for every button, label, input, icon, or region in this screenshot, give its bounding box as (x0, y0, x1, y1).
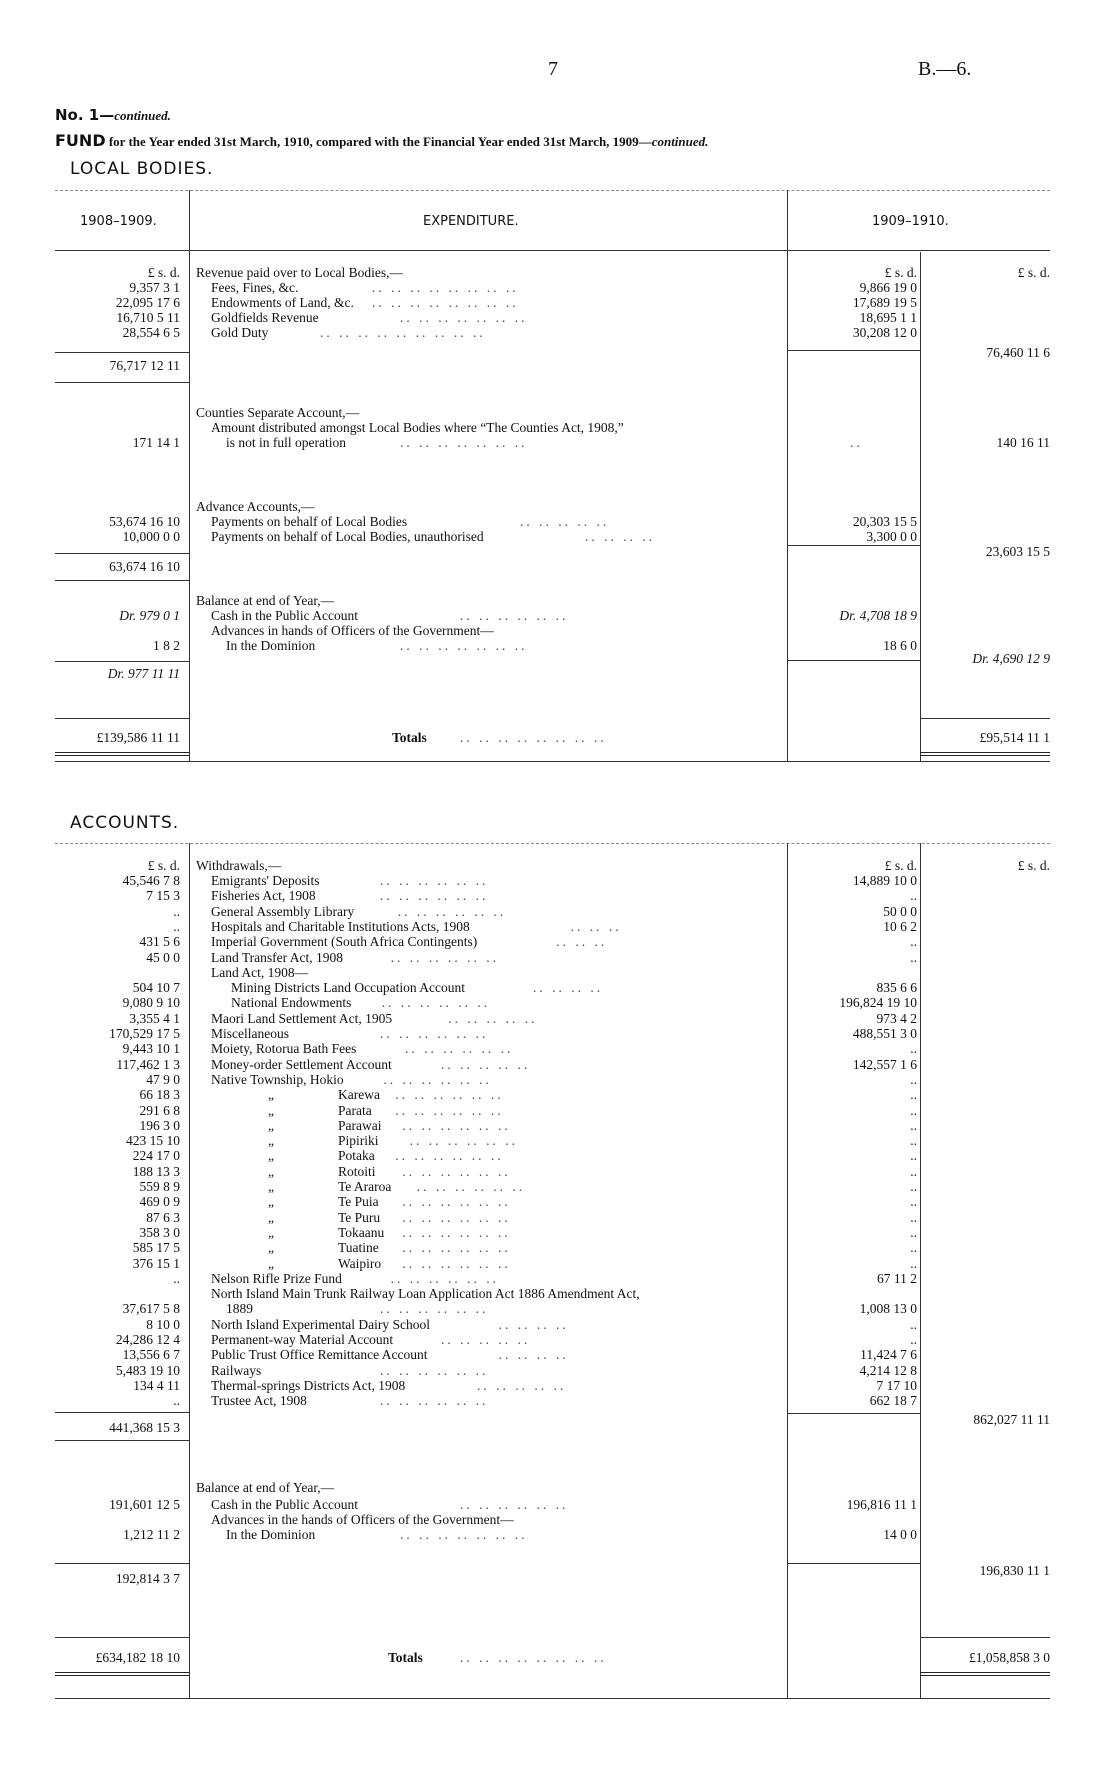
amount-1908: 559 8 9 (139, 1179, 180, 1194)
amount-1908: 585 17 5 (132, 1240, 180, 1256)
table-row: 45 0 0 Land Transfer Act, 1908 .. .. .. .. .. .. .. (146, 949, 917, 965)
amount-1908: 8 10 0 (146, 1316, 180, 1332)
table-row: 585 17 5 „ Tuatine .. .. .. .. .. .. .. (132, 1240, 917, 1256)
item-label: Parawai (338, 1117, 382, 1133)
amount-1908: 117,462 1 3 (116, 1056, 180, 1072)
item-label: Payments on behalf of Local Bodies (211, 514, 408, 529)
section-title-local-bodies: LOCAL BODIES. (70, 159, 214, 179)
amount-1910: .. (910, 1102, 917, 1118)
item-label: Public Trust Office Remittance Account (211, 1347, 428, 1363)
amount-1908: 224 17 0 (132, 1148, 180, 1164)
table-number-continued: continued. (114, 108, 171, 123)
column-header-expenditure: EXPENDITURE. (423, 214, 519, 229)
fund-title-text: for the Year ended 31st March, 1910, compared with the Financial Year ended 31st March, 1909— (108, 134, 652, 149)
ditto-mark: „ (268, 1179, 274, 1194)
totals-1908: £634,182 18 10 (95, 1650, 180, 1665)
amount-1908: 22,095 17 6 (115, 295, 180, 310)
table-row: 45,546 7 8 Emigrants' Deposits .. .. .. .. .. .. 14,889 10 0 (122, 873, 917, 888)
cash-amount-1908: Dr. 979 0 1 (119, 608, 180, 623)
table-row: 87 6 3 „ Te Puru .. .. .. .. .. .. .. (146, 1209, 917, 1225)
amount-1908: 9,357 3 1 (129, 280, 180, 295)
amount-1910: .. (910, 1240, 917, 1256)
amount-1908: 5,483 19 10 (115, 1362, 180, 1378)
amount-1910: .. (910, 1087, 917, 1103)
item-label: Mining Districts Land Occupation Account (231, 980, 465, 996)
ditto-mark: „ (268, 1133, 274, 1149)
amount-1910: 20,303 15 5 (852, 514, 917, 529)
amount-1908: 24,286 12 4 (115, 1332, 180, 1347)
ditto-mark: „ (268, 1148, 274, 1164)
amount-1910: 973 4 2 (876, 1010, 917, 1026)
item-label: Karewa (338, 1087, 380, 1103)
item-label: Potaka (338, 1148, 375, 1164)
amount-1910: 662 18 7 (869, 1393, 917, 1409)
amount-1910: 10 6 2 (883, 918, 917, 934)
item-label: Parata (338, 1102, 372, 1118)
amount-1910: .. (910, 1179, 917, 1194)
amount-1908: 376 15 1 (132, 1255, 180, 1271)
column-header-1908: 1908–1909. (80, 214, 157, 229)
item-label: Payments on behalf of Local Bodies, unauthorised (211, 529, 484, 544)
balance-total-1908: Dr. 977 11 11 (107, 666, 180, 681)
ditto-mark: „ (268, 1194, 274, 1210)
amount-1908: 66 18 3 (139, 1087, 180, 1103)
table-row: 9,357 3 1 Fees, Fines, &c. .. .. .. .. .. .. .. .. 9,866 19 0 (129, 280, 917, 295)
advance-total-1910: 23,603 15 5 (985, 544, 1050, 559)
amount-1910: 3,300 0 0 (866, 529, 917, 544)
item-label: Te Puia (338, 1194, 379, 1210)
currency-heading-mid: £ s. d. (884, 265, 917, 280)
item-label: Land Act, 1908— (211, 964, 309, 980)
amount-1908: .. (173, 1393, 180, 1409)
amount-1908: 7 15 3 (146, 888, 180, 904)
amount-1910: .. (910, 1071, 917, 1087)
amount-1910: 11,424 7 6 (860, 1347, 917, 1363)
amount-1910: .. (910, 1163, 917, 1179)
item-label: Moiety, Rotorua Bath Fees (211, 1041, 357, 1057)
amount-1910: .. (910, 888, 917, 904)
fund-title-continued: continued. (651, 134, 709, 149)
balance-heading: Balance at end of Year,— (196, 593, 335, 608)
amount-1910: .. (910, 1332, 917, 1347)
table-row: 188 13 3 „ Rotoiti .. .. .. .. .. .. .. (132, 1163, 917, 1179)
table-row: 24,286 12 4 Permanent-way Material Account .. .. .. .. .. .. (115, 1332, 917, 1347)
item-label: Permanent-way Material Account (211, 1332, 394, 1347)
amount-1908: 45,546 7 8 (122, 873, 180, 888)
amount-1910: 4,214 12 8 (859, 1362, 917, 1378)
amount-1908: 37,617 5 8 (122, 1301, 180, 1317)
amount-1910: .. (910, 949, 917, 965)
amount-1910: 30,208 12 0 (852, 325, 917, 340)
amount-1908: 469 0 9 (139, 1194, 180, 1210)
counties-description-1: Amount distributed amongst Local Bodies where “The Counties Act, 1908,” (211, 420, 624, 435)
table-row: 9,443 10 1 Moiety, Rotorua Bath Fees .. .. .. .. .. .. .. (122, 1041, 917, 1057)
currency-heading-right: £ s. d. (1017, 858, 1050, 873)
document-reference: B.—6. (918, 58, 972, 80)
table-row: 13,556 6 7 Public Trust Office Remittance Account .. .. .. .. 11,424 7 6 (122, 1347, 917, 1363)
advances-amount-1910: 14 0 0 (883, 1527, 917, 1542)
amount-1908: 3,355 4 1 (129, 1010, 180, 1026)
totals-label: Totals (392, 730, 427, 745)
advances-dominion-label: In the Dominion (226, 1527, 316, 1542)
fund-word: FUND (55, 131, 106, 150)
item-label: Goldfields Revenue (211, 310, 319, 325)
amount-1910: .. (910, 1148, 917, 1164)
ditto-mark: „ (268, 1255, 274, 1271)
item-label: Endowments of Land, &c. (211, 295, 354, 310)
counties-heading: Counties Separate Account,— (196, 405, 360, 420)
table-row: .. Nelson Rifle Prize Fund .. .. .. .. .. .. 67 11 2 (173, 1270, 917, 1286)
amount-1910: .. (910, 1209, 917, 1225)
ditto-mark: „ (268, 1102, 274, 1118)
table-row: 358 3 0 „ Tokaanu .. .. .. .. .. .. .. (139, 1224, 917, 1240)
table-row: 134 4 11 Thermal-springs Districts Act, 1908 .. .. .. .. .. 7 17 10 (133, 1377, 917, 1393)
fund-title (55, 131, 708, 150)
advances-dominion-label: In the Dominion (226, 638, 316, 653)
item-label: Trustee Act, 1908 (211, 1393, 307, 1409)
ditto-mark: „ (268, 1209, 274, 1225)
table-row: 224 17 0 „ Potaka .. .. .. .. .. .. .. (132, 1148, 917, 1164)
table-row: 28,554 6 5 Gold Duty .. .. .. .. .. .. .. .. .. 30,208 12 0 (122, 325, 917, 340)
item-label: Emigrants' Deposits (211, 873, 320, 888)
table-row: 117,462 1 3 Money-order Settlement Account .. .. .. .. .. 142,557 1 6 (116, 1056, 917, 1072)
table-row: 504 10 7 Mining Districts Land Occupation Account .. .. .. .. 835 6 6 (132, 980, 917, 996)
cash-amount-1910: Dr. 4,708 18 9 (839, 608, 917, 623)
table-row: 291 6 8 „ Parata .. .. .. .. .. .. .. (139, 1102, 917, 1118)
table-row: 1,212 11 2 In the Dominion .. .. .. .. .. .. .. 14 0 0 (123, 1527, 917, 1542)
amount-1908: 9,443 10 1 (122, 1041, 180, 1057)
table-row: 376 15 1 „ Waipiro .. .. .. .. .. .. .. (132, 1255, 917, 1271)
amount-1910: 17,689 19 5 (852, 295, 917, 310)
totals-1910: £95,514 11 1 (979, 730, 1050, 745)
amount-1908: .. (173, 918, 180, 934)
cash-label: Cash in the Public Account (211, 1497, 358, 1512)
item-label: North Island Experimental Dairy School (211, 1316, 430, 1332)
withdrawals-total-1908: 441,368 15 3 (109, 1420, 180, 1435)
cash-amount-1908: 191,601 12 5 (109, 1497, 180, 1512)
table-row: 423 15 10 „ Pipiriki .. .. .. .. .. .. .. (126, 1133, 917, 1149)
table-row: 66 18 3 „ Karewa .. .. .. .. .. .. .. (139, 1087, 917, 1103)
currency-heading-right: £ s. d. (1017, 265, 1050, 280)
amount-1908: 423 15 10 (126, 1133, 180, 1149)
amount-1908: 28,554 6 5 (122, 325, 180, 340)
amount-1908: 47 9 0 (146, 1071, 180, 1087)
table-row: 559 8 9 „ Te Araroa .. .. .. .. .. .. .. (139, 1179, 917, 1194)
amount-1908: 431 5 6 (139, 934, 180, 950)
withdrawals-heading: Withdrawals,— (196, 858, 282, 873)
item-label: 1889 (226, 1301, 253, 1317)
amount-1910: .. (910, 1194, 917, 1210)
amount-1908: 188 13 3 (132, 1163, 180, 1179)
table-row: 469 0 9 „ Te Puia .. .. .. .. .. .. .. (139, 1194, 917, 1210)
table-row: 191,601 12 5 Cash in the Public Account .. .. .. .. .. .. 196,816 11 1 (109, 1497, 917, 1512)
amount-1908: 16,710 5 11 (116, 310, 180, 325)
table-number-label: No. 1— (55, 106, 115, 124)
cash-label: Cash in the Public Account (211, 608, 358, 623)
counties-amount-1908: 171 14 1 (132, 435, 180, 450)
amount-1908: 53,674 16 10 (109, 514, 180, 529)
advances-officers-label: Advances in the hands of Officers of the Government— (211, 1512, 514, 1527)
amount-1910: 9,866 19 0 (859, 280, 917, 295)
totals-row: £634,182 18 10 Totals .. .. .. .. .. .. .. .. £1,058,858 3 0 (95, 1650, 1050, 1665)
advances-officers-label: Advances in hands of Officers of the Government— (211, 623, 494, 638)
table-row: 53,674 16 10 Payments on behalf of Local Bodies .. .. .. .. .. 20,303 15 5 (109, 514, 917, 529)
table-row: 196 3 0 „ Parawai .. .. .. .. .. .. .. (139, 1117, 917, 1133)
amount-1910: 488,551 3 0 (852, 1026, 917, 1041)
item-label: Maori Land Settlement Act, 1905 (211, 1010, 393, 1026)
item-label: Land Transfer Act, 1908 (211, 949, 343, 965)
amount-1910: .. (910, 934, 917, 950)
amount-1910: .. (910, 1117, 917, 1133)
amount-1910: 142,557 1 6 (852, 1056, 917, 1072)
table-row: .. Hospitals and Charitable Institutions Acts, 1908 .. .. .. 10 6 2 (173, 918, 917, 934)
amount-1908: 13,556 6 7 (122, 1347, 180, 1363)
balance-total-1908: 192,814 3 7 (115, 1571, 180, 1586)
totals-row: £139,586 11 11 Totals .. .. .. .. .. .. .. .. £95,514 11 1 (96, 730, 1050, 745)
ditto-mark: „ (268, 1117, 274, 1133)
item-label: National Endowments (231, 995, 352, 1011)
currency-heading-mid: £ s. d. (884, 858, 917, 873)
table-row (0, 1286, 1114, 1301)
item-label: Tuatine (338, 1240, 379, 1256)
amount-1908: 504 10 7 (132, 980, 180, 996)
balance-total-1910: 196,830 11 1 (979, 1563, 1050, 1578)
table-row: .. Trustee Act, 1908 .. .. .. .. .. .. 662 18 7 (173, 1393, 917, 1409)
item-label: Te Araroa (338, 1179, 392, 1194)
table-number (55, 106, 171, 124)
table-row: 9,080 9 10 National Endowments .. .. .. .. .. .. 196,824 19 10 (122, 995, 917, 1011)
item-label: Money-order Settlement Account (211, 1056, 392, 1072)
table-row: 170,529 17 5 Miscellaneous .. .. .. .. .. .. 488,551 3 0 (109, 1026, 917, 1041)
amount-1910: 1,008 13 0 (859, 1301, 917, 1317)
advance-heading: Advance Accounts,— (196, 499, 315, 514)
revenue-total-1910: 76,460 11 6 (986, 345, 1050, 360)
revenue-heading: Revenue paid over to Local Bodies,— (196, 265, 403, 280)
item-label: Railways (211, 1362, 262, 1378)
currency-heading-left: £ s. d. (147, 265, 180, 280)
table-row: 5,483 19 10 Railways .. .. .. .. .. .. 4,214 12 8 (115, 1362, 917, 1378)
amount-1908: 196 3 0 (139, 1117, 180, 1133)
totals-1908: £139,586 11 11 (96, 730, 180, 745)
balance-heading: Balance at end of Year,— (196, 1480, 335, 1495)
amount-1908: .. (173, 1270, 180, 1286)
table-row: 431 5 6 Imperial Government (South Africa Contingents) .. .. .. .. (139, 934, 917, 950)
advances-amount-1910: 18 6 0 (883, 638, 917, 653)
amount-1908: 87 6 3 (146, 1209, 180, 1225)
item-label: Te Puru (338, 1209, 381, 1225)
amount-1908: 9,080 9 10 (122, 995, 180, 1011)
amount-1910: .. (910, 1041, 917, 1057)
item-label: Gold Duty (211, 325, 269, 340)
item-label: Tokaanu (338, 1224, 385, 1240)
ditto-mark: „ (268, 1087, 274, 1103)
amount-1910: .. (910, 1133, 917, 1149)
table-row: .. General Assembly Library .. .. .. .. .. .. 50 0 0 (173, 903, 917, 919)
item-label: Hospitals and Charitable Institutions Acts, 1908 (211, 918, 470, 934)
withdrawals-total-1910: 862,027 11 11 (973, 1412, 1050, 1427)
revenue-total-1908: 76,717 12 11 (109, 358, 180, 373)
item-label: North Island Main Trunk Railway Loan Application Act 1886 Amendment Act, (211, 1286, 640, 1302)
table-row: 22,095 17 6 Endowments of Land, &c. .. .. .. .. .. .. .. .. 17,689 19 5 (115, 295, 917, 310)
amount-1910: .. (910, 1224, 917, 1240)
table-row: 3,355 4 1 Maori Land Settlement Act, 1905 .. .. .. .. .. 973 4 2 (129, 1010, 917, 1026)
amount-1908: 134 4 11 (133, 1377, 180, 1393)
amount-1908: 291 6 8 (139, 1102, 180, 1118)
table-row: 10,000 0 0 Payments on behalf of Local Bodies, unauthorised .. .. .. .. 3,300 0 0 (122, 529, 917, 544)
item-label: Native Township, Hokio (211, 1071, 344, 1087)
amount-1910: 50 0 0 (883, 903, 917, 919)
amount-1908: 170,529 17 5 (109, 1026, 180, 1041)
table-row: 7 15 3 Fisheries Act, 1908 .. .. .. .. .. .. .. (146, 888, 917, 904)
ditto-mark: „ (268, 1224, 274, 1240)
ditto-mark: „ (268, 1240, 274, 1256)
totals-label: Totals (388, 1650, 423, 1665)
table-row: 37,617 5 8 1889 .. .. .. .. .. .. 1,008 13 0 (122, 1301, 917, 1317)
amount-1910: 14,889 10 0 (852, 873, 917, 888)
amount-1910: 7 17 10 (876, 1377, 917, 1393)
advance-total-1908: 63,674 16 10 (109, 559, 180, 574)
table-row: Dr. 979 0 1 Cash in the Public Account .. .. .. .. .. .. Dr. 4,708 18 9 (119, 608, 917, 623)
amount-1908: 10,000 0 0 (122, 529, 180, 544)
item-label: Thermal-springs Districts Act, 1908 (211, 1377, 406, 1393)
column-header-1910: 1909–1910. (872, 214, 949, 229)
item-label: Fisheries Act, 1908 (211, 888, 316, 904)
ditto-mark: „ (268, 1163, 274, 1179)
item-label: Rotoiti (338, 1163, 376, 1179)
item-label: Fees, Fines, &c. (211, 280, 299, 295)
amount-1910: 67 11 2 (877, 1270, 917, 1286)
counties-amount-1910: 140 16 11 (996, 435, 1050, 450)
amount-1910: 18,695 1 1 (859, 310, 917, 325)
item-label: General Assembly Library (211, 903, 355, 919)
table-row: 16,710 5 11 Goldfields Revenue .. .. .. .. .. .. .. 18,695 1 1 (116, 310, 917, 325)
item-label: Imperial Government (South Africa Contingents) (211, 934, 478, 950)
amount-1908: 358 3 0 (139, 1224, 180, 1240)
page-number: 7 (548, 58, 558, 80)
amount-1908: .. (173, 903, 180, 919)
advances-amount-1908: 1,212 11 2 (123, 1527, 180, 1542)
totals-1910: £1,058,858 3 0 (969, 1650, 1050, 1665)
amount-1910: 196,824 19 10 (839, 995, 917, 1011)
counties-description-2: is not in full operation (226, 435, 346, 450)
item-label: Nelson Rifle Prize Fund (211, 1270, 342, 1286)
currency-heading-left: £ s. d. (147, 858, 180, 873)
balance-total-1910: Dr. 4,690 12 9 (972, 651, 1050, 666)
table-row: 8 10 0 North Island Experimental Dairy School .. .. .. .. .. (146, 1316, 917, 1332)
amount-1910: .. (910, 1255, 917, 1271)
item-label: Waipiro (338, 1255, 382, 1271)
item-label: Pipiriki (338, 1133, 379, 1149)
table-row (0, 965, 1114, 980)
advances-amount-1908: 1 8 2 (153, 638, 180, 653)
table-row: 1 8 2 In the Dominion .. .. .. .. .. .. .. 18 6 0 (153, 638, 917, 653)
item-label: Miscellaneous (211, 1026, 289, 1041)
table-row: 47 9 0 Native Township, Hokio .. .. .. .. .. .. .. (146, 1071, 917, 1087)
amount-1910: 835 6 6 (876, 980, 917, 996)
amount-1910: .. (910, 1316, 917, 1332)
cash-amount-1910: 196,816 11 1 (846, 1497, 917, 1512)
section-title-accounts: ACCOUNTS. (70, 813, 180, 833)
table-row: 171 14 1 is not in full operation .. .. .. .. .. .. .. .. 140 16 11 (132, 435, 1050, 450)
amount-1908: 45 0 0 (146, 949, 180, 965)
